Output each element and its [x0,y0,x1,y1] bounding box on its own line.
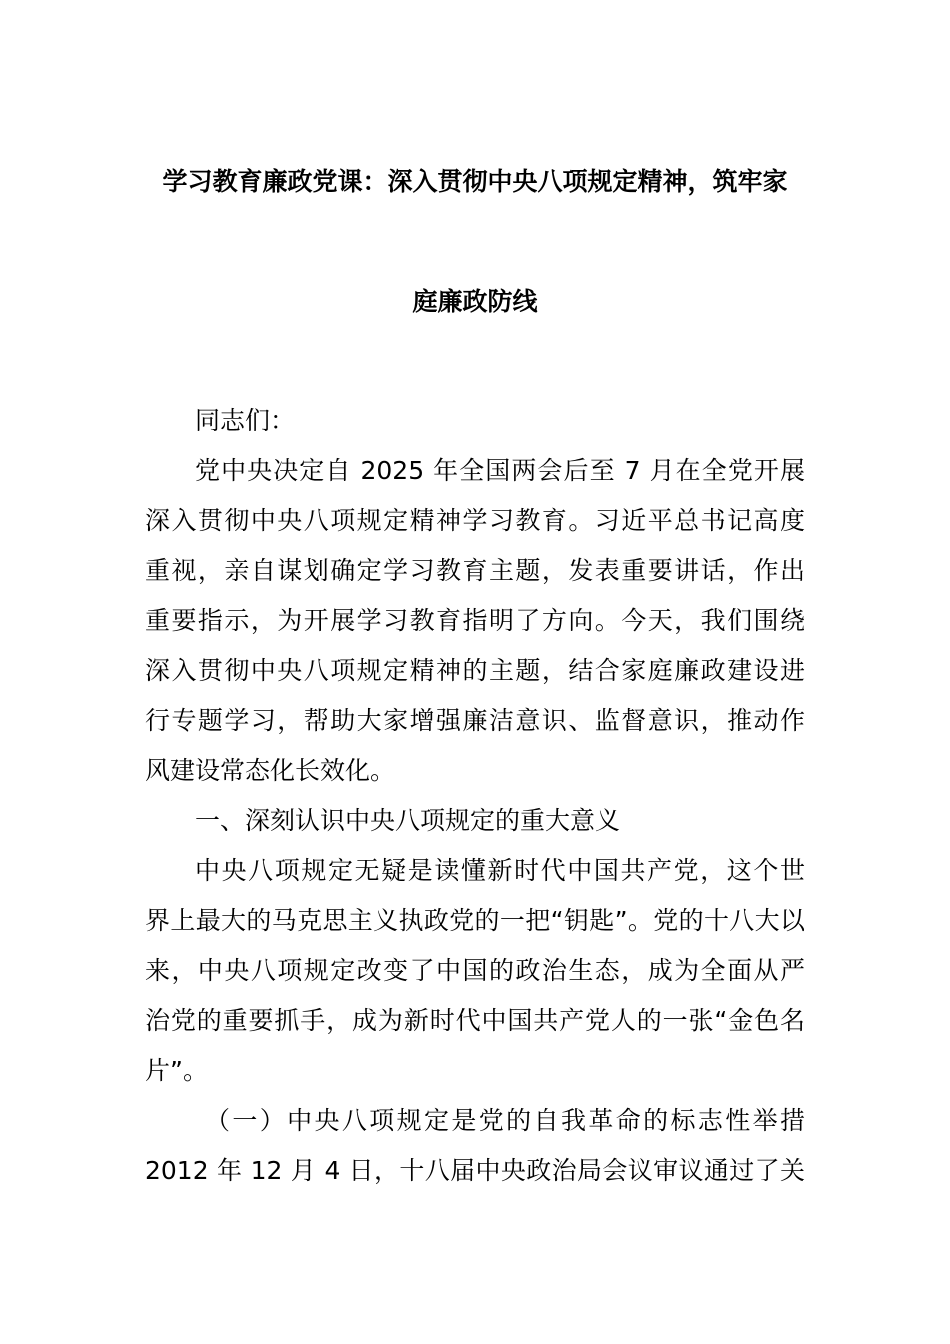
paragraph-3-line: 2012 年 12 月 4 日，十八届中央政治局会议审议通过了关 [145,1156,805,1185]
subsection-1-heading: （一）中央八项规定是党的自我革命的标志性举措 [205,1106,805,1135]
paragraph-1-line: 行专题学习，帮助大家增强廉洁意识、监督意识，推动作 [145,706,805,735]
section-1-heading: 一、深刻认识中央八项规定的重大意义 [195,806,621,835]
document-title-line-1: 学习教育廉政党课：深入贯彻中央八项规定精神，筑牢家 [162,167,788,196]
paragraph-1-line: 重视，亲自谋划确定学习教育主题，发表重要讲话，作出 [145,556,805,585]
paragraph-1-line: 深入贯彻中央八项规定精神的主题，结合家庭廉政建设进 [145,656,805,685]
paragraph-1-line: 深入贯彻中央八项规定精神学习教育。习近平总书记高度 [145,506,805,535]
paragraph-1-line: 重要指示，为开展学习教育指明了方向。今天，我们围绕 [145,606,805,635]
paragraph-2-line: 界上最大的马克思主义执政党的一把“钥匙”。党的十八大以 [145,906,805,935]
paragraph-1-line: 风建设常态化长效化。 [145,756,396,785]
paragraph-2-line: 来，中央八项规定改变了中国的政治生态，成为全面从严 [145,956,805,985]
greeting: 同志们： [195,406,296,435]
document-title-line-2: 庭廉政防线 [412,287,538,316]
paragraph-2-line: 片”。 [145,1056,208,1085]
paragraph-2-line: 治党的重要抓手，成为新时代中国共产党人的一张“金色名 [145,1006,805,1035]
paragraph-2-line: 中央八项规定无疑是读懂新时代中国共产党，这个世 [195,856,805,885]
paragraph-1-line: 党中央决定自 2025 年全国两会后至 7 月在全党开展 [195,456,805,485]
